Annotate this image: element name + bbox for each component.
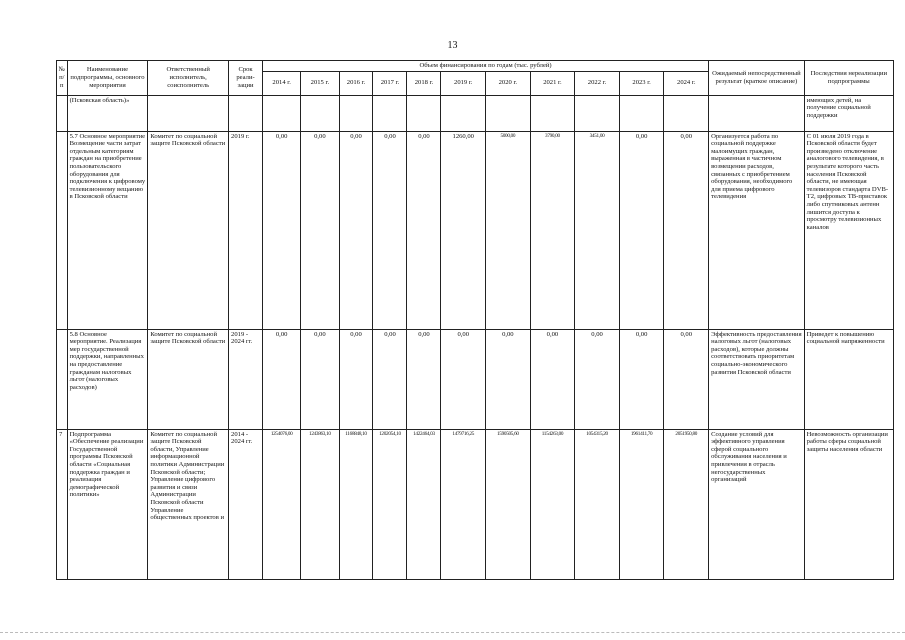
row-value: 0,00 (407, 329, 441, 429)
row-value: 0,00 (301, 131, 339, 329)
row-consequences: Приведет к повышению социальной напряженности (804, 329, 893, 429)
header-year: 2024 г. (664, 71, 709, 95)
row-value: 1168848,10 (339, 429, 373, 579)
row-value (619, 95, 664, 131)
row-value: 1154263,00 (530, 429, 575, 579)
row-term (229, 95, 263, 131)
row-value: 0,00 (619, 329, 664, 429)
row-value (575, 95, 620, 131)
row-value: 0,00 (664, 131, 709, 329)
row-value (373, 95, 407, 131)
row-value: 3790,00 (530, 131, 575, 329)
header-year: 2015 г. (301, 71, 339, 95)
row-no (57, 131, 68, 329)
row-value: 0,00 (339, 131, 373, 329)
row-no (57, 329, 68, 429)
row-value: 1479716,25 (441, 429, 486, 579)
header-year: 2019 г. (441, 71, 486, 95)
header-year: 2021 г. (530, 71, 575, 95)
row-value: 0,00 (619, 131, 664, 329)
row-value (263, 95, 301, 131)
header-year: 2018 г. (407, 71, 441, 95)
row-term: 2019 - 2024 гг. (229, 329, 263, 429)
row-value: 0,00 (664, 329, 709, 429)
header-name: Наименование подпрограммы, основного мероприятия (67, 61, 148, 96)
row-responsible: Комитет по социальной защите Псковской области (148, 131, 229, 329)
row-value: 1260,00 (441, 131, 486, 329)
row-name: 5.7 Основное мероприятие Возмещение части затрат отдельным категориям граждан на приобретение пользовательского оборудования для подключения к цифровому телевизионному вещанию в Псковской области (67, 131, 148, 329)
table-row (57, 131, 894, 329)
row-value: 2051950,80 (664, 429, 709, 579)
row-value: 0,00 (530, 329, 575, 429)
row-value: 1054315,20 (575, 429, 620, 579)
row-value: 0,00 (301, 329, 339, 429)
header-year: 2016 г. (339, 71, 373, 95)
row-result (709, 95, 805, 131)
row-value: 1243863,10 (301, 429, 339, 579)
row-value: 0,00 (373, 329, 407, 429)
table-row (57, 329, 894, 429)
row-value: 3451,00 (575, 131, 620, 329)
header-year: 2020 г. (486, 71, 531, 95)
row-result: Эффективность предоставления налоговых льгот (налоговых расходов), которые должны соответствовать приоритетам социально-экономического развития Псковской области (709, 329, 805, 429)
row-value: 1422464,03 (407, 429, 441, 579)
row-consequences: С 01 июля 2019 года в Псковской области будет произведено отключение аналогового телевидения, в результате которого часть населения Псковской области, не имеющая телевизоров стандарта DVB-T2, цифровых ТВ-приставок либо спутниковых антенн лишится доступа к просмотру телевизионных каналов (804, 131, 893, 329)
bottom-scan-line (0, 632, 905, 633)
row-responsible: Комитет по социальной защите Псковской области, Управление информационной политики Администрации Псковской области; Управление цифрового развития и связи Администрации Псковской области Управление общественных проектов и (148, 429, 229, 579)
row-name: Подпрограмма «Обеспечение реализации Государственной программы Псковской области «Социальная поддержка граждан и реализация демографической политики» (67, 429, 148, 579)
header-responsible: Ответственный исполнитель, соисполнитель (148, 61, 229, 96)
header-year: 2014 г. (263, 71, 301, 95)
header-no: № п/п (57, 61, 68, 96)
row-value: 0,00 (263, 131, 301, 329)
row-value (664, 95, 709, 131)
row-responsible (148, 95, 229, 131)
header-year: 2023 г. (619, 71, 664, 95)
row-value: 0,00 (407, 131, 441, 329)
row-value: 1590505,60 (486, 429, 531, 579)
row-name: (Псковская область)» (67, 95, 148, 131)
header-result: Ожидаемый непосредственный результат (краткое описание) (709, 61, 805, 96)
row-result: Создание условий для эффективного управления сферой социального обслуживания населения и привлечения в отрасль негосударственных организаций (709, 429, 805, 579)
row-result: Организуется работа по социальной поддержке малоимущих граждан, выраженная в частичном возмещении расходов, связанных с приобретением оборудования, необходимого для приема цифрового телевидения (709, 131, 805, 329)
row-consequences: Невозможность организации работы сферы социальной защиты населения области (804, 429, 893, 579)
row-value (301, 95, 339, 131)
table-row (57, 429, 894, 579)
header-year: 2022 г. (575, 71, 620, 95)
row-value (486, 95, 531, 131)
row-term: 2014 - 2024 гг. (229, 429, 263, 579)
row-value: 0,00 (373, 131, 407, 329)
row-value: 0,00 (441, 329, 486, 429)
row-responsible: Комитет по социальной защите Псковской области (148, 329, 229, 429)
row-term: 2019 г. (229, 131, 263, 329)
row-value: 5000,00 (486, 131, 531, 329)
row-value (407, 95, 441, 131)
row-no (57, 95, 68, 131)
program-table (56, 60, 894, 580)
row-value: 1961411,70 (619, 429, 664, 579)
row-value: 0,00 (263, 329, 301, 429)
row-value (530, 95, 575, 131)
header-year: 2017 г. (373, 71, 407, 95)
row-name: 5.8 Основное мероприятие. Реализация мер государственной поддержки, направленных на предоставление гражданам налоговых льгот (налоговых расходов) (67, 329, 148, 429)
header-term: Срок реали-зации (229, 61, 263, 96)
header-funding: Объем финансирования по годам (тыс. рублей) (263, 61, 709, 72)
row-value: 1254076,00 (263, 429, 301, 579)
row-consequences: имеющих детей, на получение социальной поддержки (804, 95, 893, 131)
row-value: 0,00 (339, 329, 373, 429)
row-value (441, 95, 486, 131)
row-value: 0,00 (575, 329, 620, 429)
row-value: 0,00 (486, 329, 531, 429)
row-value: 1202054,10 (373, 429, 407, 579)
table-row (57, 95, 894, 131)
page-number: 13 (447, 40, 458, 51)
row-value (339, 95, 373, 131)
header-consequences: Последствия нереализации подпрограммы (804, 61, 893, 96)
row-no: 7 (57, 429, 68, 579)
